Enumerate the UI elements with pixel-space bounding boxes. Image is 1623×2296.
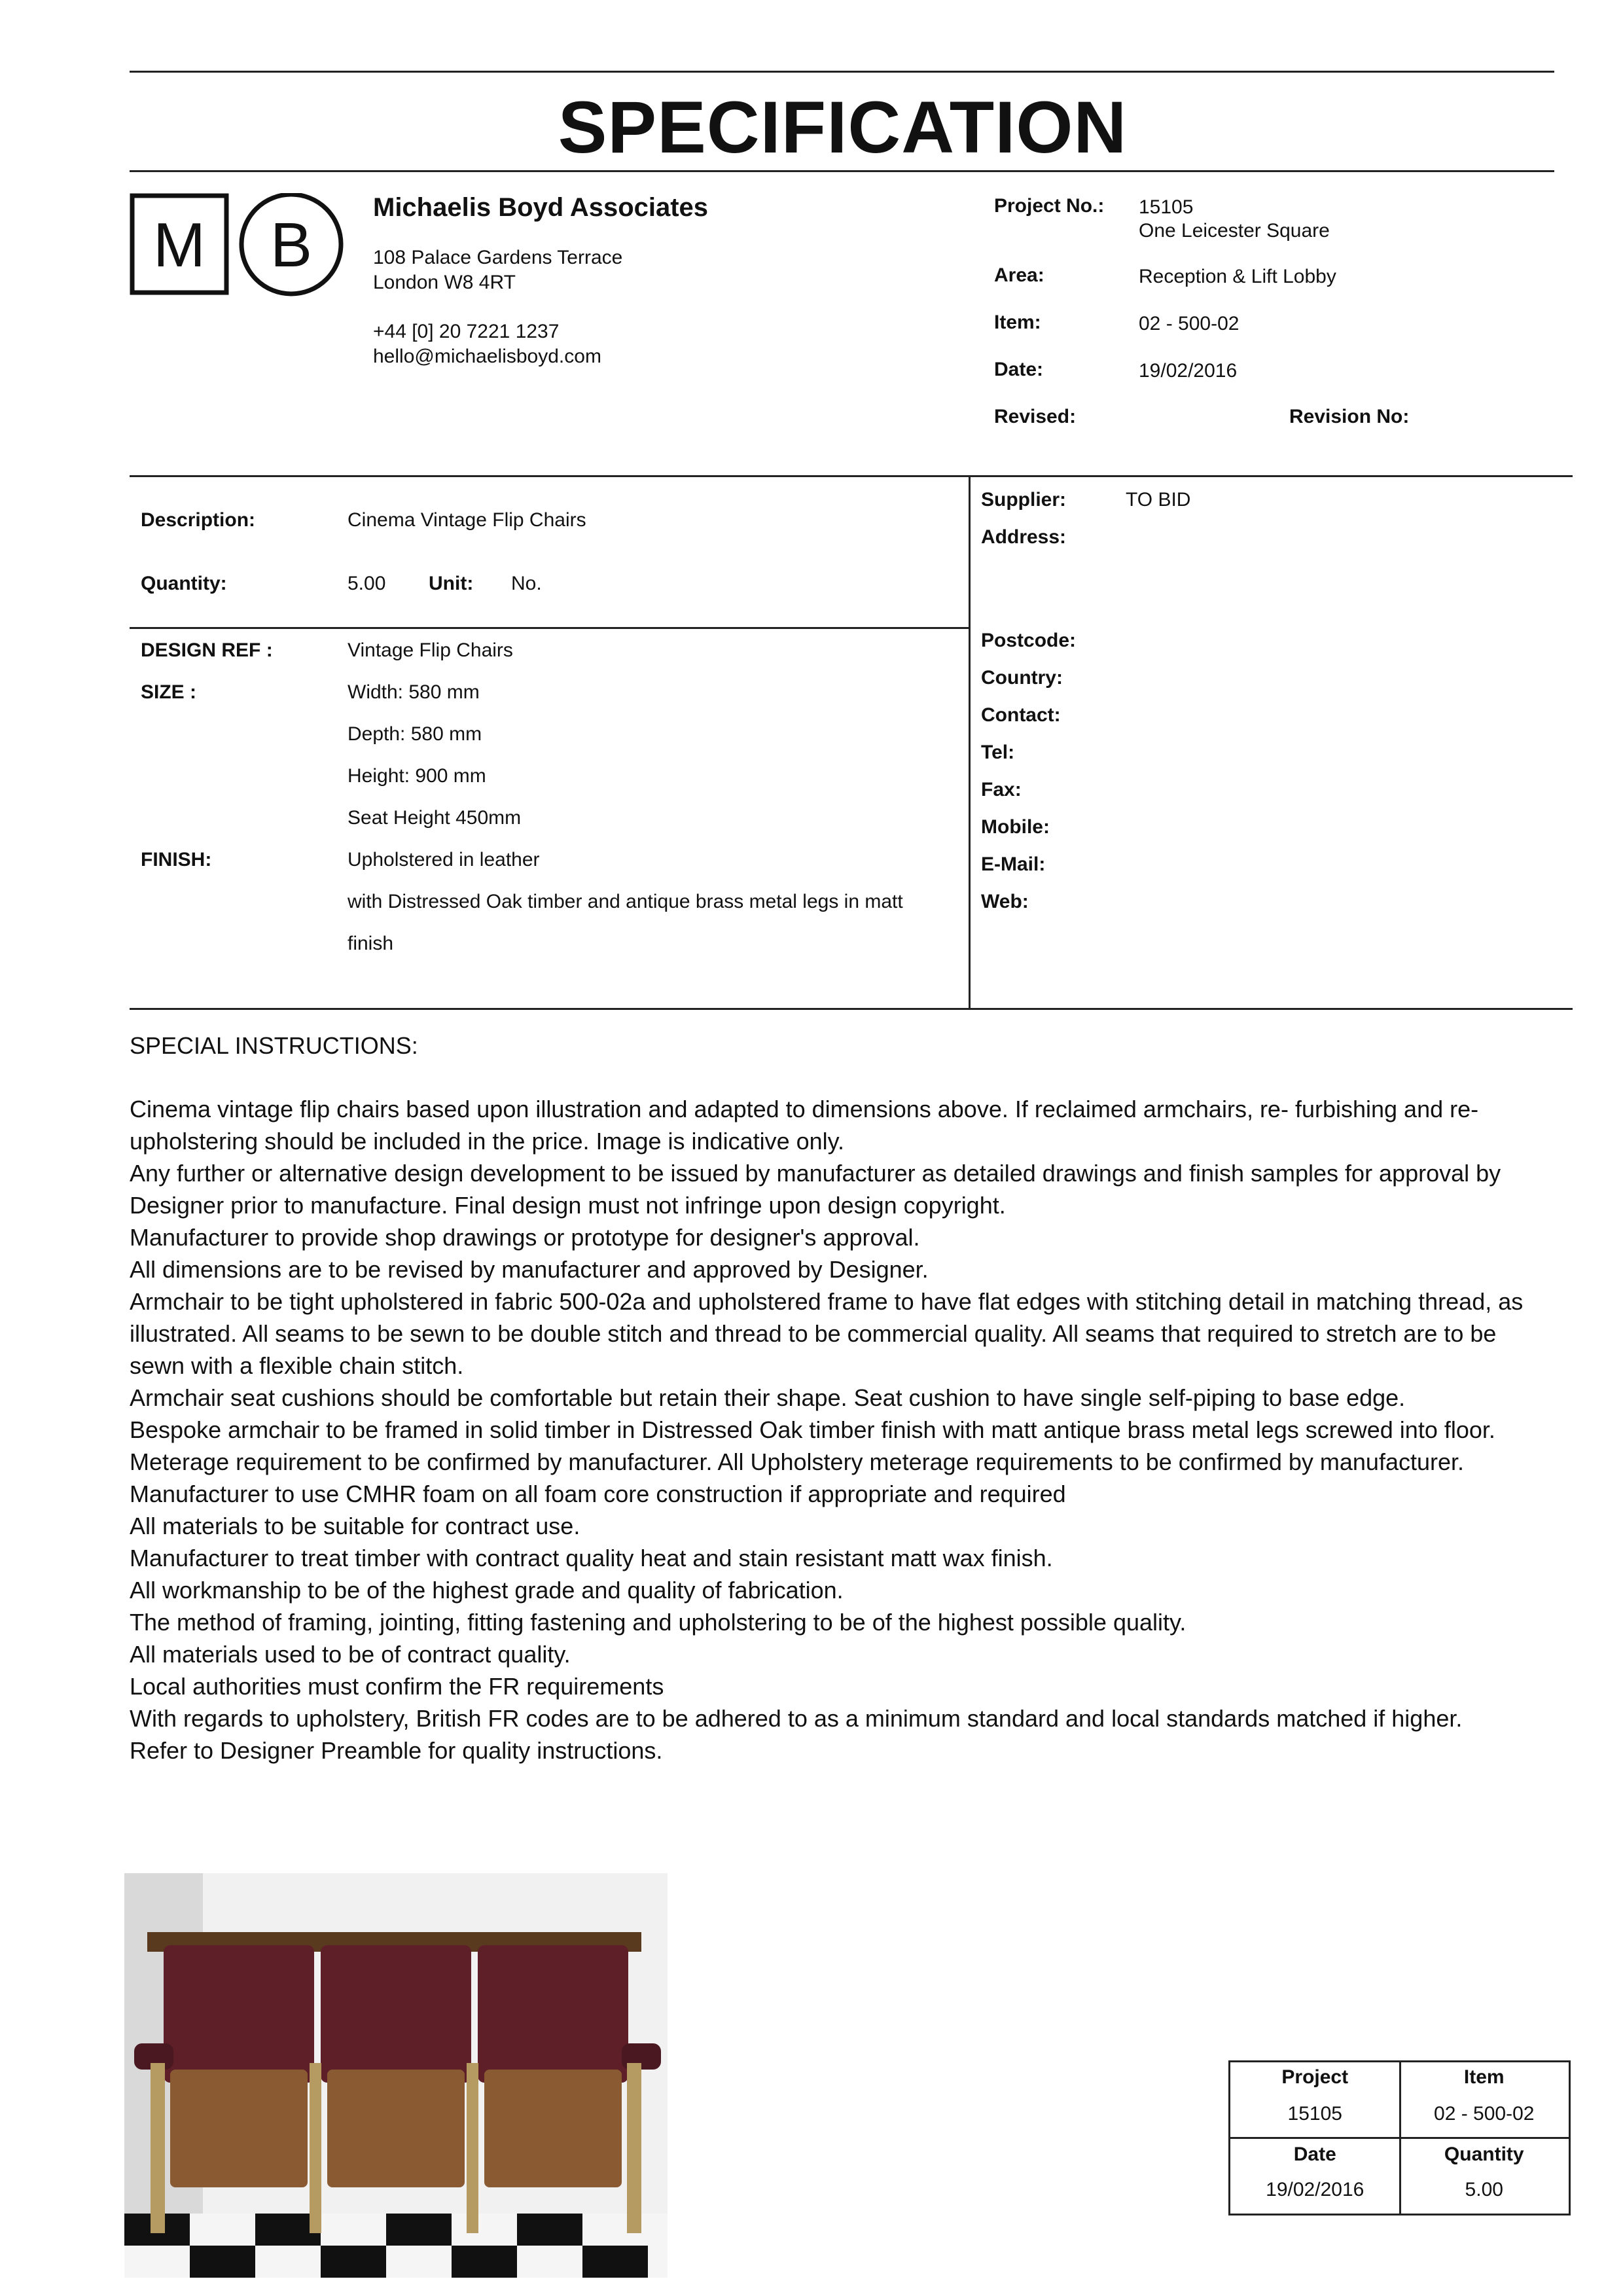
instruction-line: All materials used to be of contract quality. [130,1641,571,1668]
company-email[interactable]: hello@michaelisboyd.com [373,346,601,367]
instruction-line: Manufacturer to provide shop drawings or prototype for designer's approval. [130,1224,920,1251]
instruction-line: Meterage requirement to be confirmed by manufacturer. All Upholstery meterage requirements to be confirmed by manufacturer. [130,1448,1465,1475]
company-address-line2: London W8 4RT [373,272,516,293]
summary-date-label: Date [1293,2144,1336,2165]
title-rule [130,170,1554,172]
instruction-line: Refer to Designer Preamble for quality instructions. [130,1737,663,1764]
finish-line: with Distressed Oak timber and antique brass metal legs in matt [348,891,903,912]
instruction-line: Local authorities must confirm the FR requirements [130,1673,664,1700]
area-label: Area: [994,264,1044,286]
project-name-value: One Leicester Square [1139,220,1330,242]
summary-date-value: 19/02/2016 [1266,2179,1364,2200]
details-bottom-rule [130,1008,1573,1010]
description-value: Cinema Vintage Flip Chairs [348,509,586,531]
summary-table-hdivider [1230,2137,1569,2139]
finish-label: FINISH: [141,849,212,870]
supplier-label: Supplier: [981,489,1067,511]
revision-no-label: Revision No: [1289,406,1410,427]
country-label: Country: [981,667,1063,689]
contact-label: Contact: [981,704,1061,726]
size-line: Height: 900 mm [348,765,486,787]
instruction-list [130,1093,1524,1767]
logo-mark [130,193,346,298]
item-label: Item: [994,312,1041,333]
size-line: Seat Height 450mm [348,807,522,829]
date-value: 19/02/2016 [1139,360,1238,382]
area-value: Reception & Lift Lobby [1139,266,1336,287]
web-label: Web: [981,891,1029,912]
instruction-line: Cinema vintage flip chairs based upon illustration and adapted to dimensions above. If reclaimed armchairs, re- furbishing and re-upholstering should be included in the price. Image is indicative only. [130,1096,1479,1155]
instruction-line: The method of framing, jointing, fitting fastening and upholstering to be of the highest possible quality. [130,1609,1186,1636]
instruction-line: Armchair to be tight upholstered in fabric 500-02a and upholstered frame to have flat edges with stitching detail in matching thread, as illustrated. All seams to be sewn to be double stitch and thread to be commercial quality. All seams that required to stretch are to be sewn with a flexible chain stitch. [130,1288,1524,1379]
email-label: E-Mail: [981,853,1046,875]
mobile-label: Mobile: [981,816,1050,838]
item-value: 02 - 500-02 [1139,313,1240,334]
unit-label: Unit: [429,573,474,594]
instruction-line: All workmanship to be of the highest grade and quality of fabrication. [130,1577,844,1604]
company-phone: +44 [0] 20 7221 1237 [373,321,560,342]
description-label: Description: [141,509,256,531]
postcode-label: Postcode: [981,630,1077,651]
special-instructions [130,1031,1524,1767]
project-no-label: Project No.: [994,195,1105,217]
cinema-chairs-illustration [124,1873,668,2278]
date-label: Date: [994,359,1044,380]
size-line: Depth: 580 mm [348,723,482,745]
design-ref-label: DESIGN REF : [141,639,273,661]
supplier-address-label: Address: [981,526,1067,548]
company-address-line1: 108 Palace Gardens Terrace [373,247,623,268]
size-line: Width: 580 mm [348,681,480,703]
instruction-line: Manufacturer to use CMHR foam on all foam core construction if appropriate and required [130,1480,1066,1507]
summary-item-value: 02 - 500-02 [1434,2103,1535,2125]
page-title: SPECIFICATION [558,86,1128,168]
logo-letter-b: B [270,210,313,280]
size-label: SIZE : [141,681,197,703]
special-instructions-heading: SPECIAL INSTRUCTIONS: [130,1032,418,1059]
instruction-line: All materials to be suitable for contract use. [130,1513,580,1539]
summary-quantity-value: 5.00 [1465,2179,1503,2200]
product-image [124,1873,668,2278]
project-no-value: 15105 [1139,196,1194,218]
fax-label: Fax: [981,779,1022,800]
supplier-value: TO BID [1126,489,1191,511]
instruction-line: With regards to upholstery, British FR codes are to be adhered to as a minimum standard and local standards matched if higher. [130,1705,1463,1732]
company-name: Michaelis Boyd Associates [373,193,709,222]
summary-project-value: 15105 [1287,2103,1342,2125]
quantity-value: 5.00 [348,573,386,594]
tel-label: Tel: [981,742,1015,763]
instruction-line: Any further or alternative design development to be issued by manufacturer as detailed drawings and finish samples for approval by Designer prior to manufacture. Final design must not infringe upon design copyright. [130,1160,1501,1219]
unit-value: No. [511,573,542,594]
summary-project-label: Project [1281,2066,1349,2088]
description-bottom-rule [130,627,970,629]
details-top-rule [130,475,1573,477]
summary-table [1228,2060,1571,2215]
company-logo [130,193,346,298]
summary-quantity-label: Quantity [1444,2144,1524,2165]
top-rule [130,71,1554,73]
design-ref-value: Vintage Flip Chairs [348,639,513,661]
details-divider [969,475,971,1009]
instruction-line: All dimensions are to be revised by manufacturer and approved by Designer. [130,1256,929,1283]
quantity-label: Quantity: [141,573,227,594]
summary-item-label: Item [1463,2066,1505,2088]
checkered-floor [124,2214,668,2278]
instruction-line: Bespoke armchair to be framed in solid timber in Distressed Oak timber finish with matt antique brass metal legs screwed into floor. [130,1416,1495,1443]
instruction-line: Armchair seat cushions should be comfortable but retain their shape. Seat cushion to have single self-piping to base edge. [130,1384,1406,1411]
finish-line: finish [348,933,394,954]
logo-letter-m: M [153,210,205,280]
finish-line: Upholstered in leather [348,849,540,870]
instruction-line: Manufacturer to treat timber with contract quality heat and stain resistant matt wax finish. [130,1545,1053,1571]
revised-label: Revised: [994,406,1077,427]
